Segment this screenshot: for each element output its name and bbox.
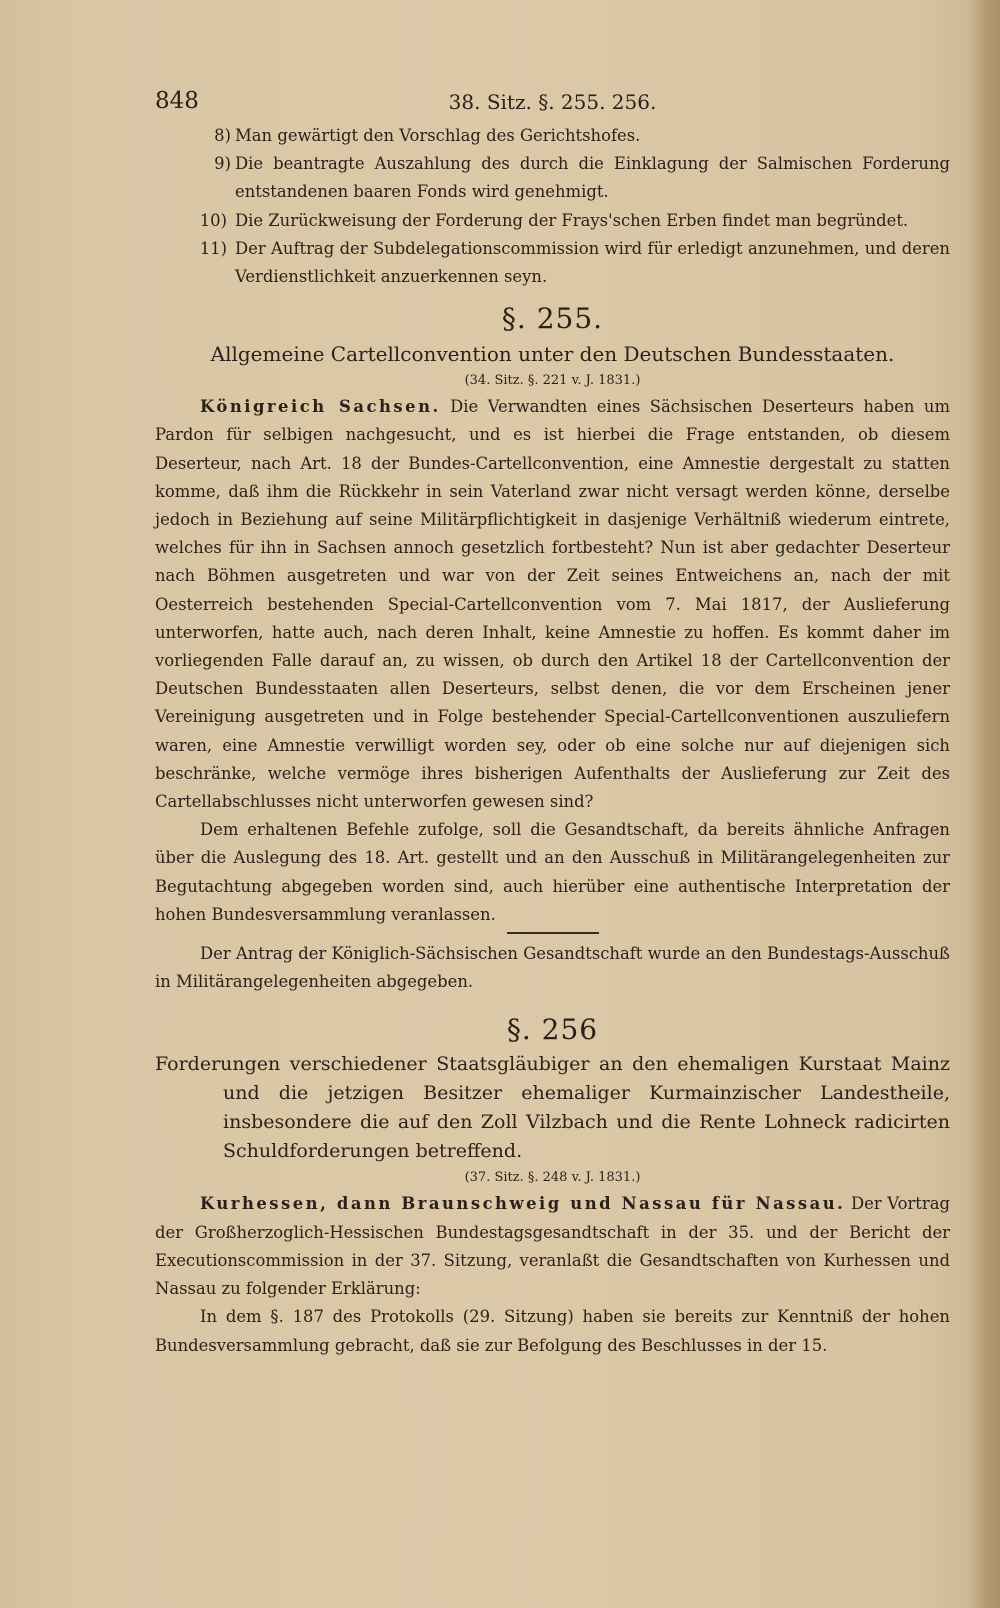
running-header	[155, 88, 950, 122]
list-item-text: Der Auftrag der Subdelegationscommission wird für erledigt anzunehmen, und deren Verdienstlichkeit anzuerkennen seyn.	[235, 238, 950, 287]
list-item-text: Die Zurückweisung der Forderung der Frays'schen Erben findet man begründet.	[235, 210, 909, 230]
section-reference: (37. Sitz. §. 248 v. J. 1831.)	[464, 1170, 641, 1186]
list-item-number: 8)	[214, 126, 231, 145]
paragraph	[155, 393, 950, 816]
list-item	[155, 122, 950, 150]
running-title: 38. Sitz. §. 255. 256.	[448, 90, 657, 114]
list-item	[155, 235, 950, 291]
section-number: §. 256	[506, 1013, 599, 1047]
page-content	[155, 88, 950, 1360]
paragraph-lead: Kurhessen, dann Braunschweig und Nassau für Nassau.	[200, 1194, 846, 1214]
list-item-number: 9)	[214, 154, 231, 174]
section-256	[155, 1010, 950, 1359]
list-item-text: Man gewärtigt den Vorschlag des Gerichtshofes.	[235, 126, 641, 145]
section-number: §. 255.	[501, 302, 604, 336]
paragraph	[155, 1190, 950, 1303]
paragraph-text: Der Vortrag der Großherzoglich-Hessischen Bundestagsgesandtschaft in der 35. und der Bericht der Executionscommission in der 37. Sitzung, veranlaßt die Gesandtschaften von Kurhessen und Nassau zu folgender Erklärung:	[155, 1194, 950, 1299]
paragraph: In dem §. 187 des Protokolls (29. Sitzung) haben sie bereits zur Kenntniß der hohen Bundesversammlung gebracht, daß sie zur Befolgung des Beschlusses in der 15.	[155, 1307, 950, 1355]
list-item-number: 10)	[199, 210, 227, 230]
list-item	[155, 207, 950, 235]
list-item	[155, 150, 950, 206]
paragraph-lead: Königreich Sachsen.	[200, 397, 441, 417]
list-item-number: 11)	[199, 238, 227, 258]
paragraph-text: Die Verwandten eines Sächsischen Deserteurs haben um Pardon für selbigen nachgesucht, und es ist hierbei die Frage entstanden, ob diesem Deserteur, nach Art. 18 der Bundes-Cartellconvention, eine Amnestie dergestalt zu statten komme, daß ihm die Rückkehr in sein Vaterland zwar nicht versagt werden könne, derselbe jedoch in Beziehung auf seine Militärpflichtigkeit in dasjenige Verhältniß wiederum eintrete, welches für ihn in Sachsen annoch gesetzlich fortbesteht? Nun ist aber gedachter Deserteur nach Böhmen ausgetreten und war von der Zeit seines Entweichens an, nach der mit Oesterreich bestehenden Special-Cartellconvention vom 7. Mai 1817, der Auslieferung unterworfen, hatte auch, nach deren Inhalt, keine Amnestie zu hoffen. Es kommt daher im vorliegenden Falle darauf an, zu wissen, ob durch den Artikel 18 der Cartellconvention der Deutschen Bundesstaaten allen Deserteurs, selbst denen, die vor dem Erscheinen jener Vereinigung ausgetreten und in Folge bestehender Special-Cartellconventionen auszuliefern waren, eine Amnestie verwilligt worden sey, oder ob eine solche nur auf diejenigen sich beschränke, welche vermöge ihres bisherigen Aufenthalts der Auslieferung zur Zeit des Cartellabschlusses nicht unterworfen gewesen sind?	[155, 397, 950, 812]
resolution-list	[155, 122, 950, 291]
section-title: Forderungen verschiedener Staatsgläubiger an den ehemaligen Kurstaat Mainz und die jetzigen Besitzer ehemaliger Kurmainzischer Landestheile, insbesondere die auf den Zoll Vilzbach und die Rente Lohneck radicirten Schuldforderungen betreffend.	[155, 1053, 950, 1163]
paragraph: Dem erhaltenen Befehle zufolge, soll die Gesandtschaft, da bereits ähnliche Anfragen über die Auslegung des 18. Art. gestellt und an den Ausschuß in Militärangelegenheiten zur Begutachtung abgegeben worden sind, auch hierüber eine authentische Interpretation der hohen Bundesversammlung veranlassen.	[155, 820, 950, 924]
separator-rule	[507, 932, 599, 934]
decision-paragraph: Der Antrag der Königlich-Sächsischen Gesandtschaft wurde an den Bundestags-Ausschuß in Militärangelegenheiten abgegeben.	[155, 944, 950, 992]
section-255	[155, 299, 950, 996]
section-title: Allgemeine Cartellconvention unter den Deutschen Bundesstaaten.	[210, 342, 895, 367]
section-reference: (34. Sitz. §. 221 v. J. 1831.)	[464, 373, 641, 389]
list-item-text: Die beantragte Auszahlung des durch die Einklagung der Salmischen Forderung entstandenen baaren Fonds wird genehmigt.	[235, 154, 950, 202]
page-edge	[966, 0, 1000, 1608]
page-number: 848	[155, 88, 199, 114]
